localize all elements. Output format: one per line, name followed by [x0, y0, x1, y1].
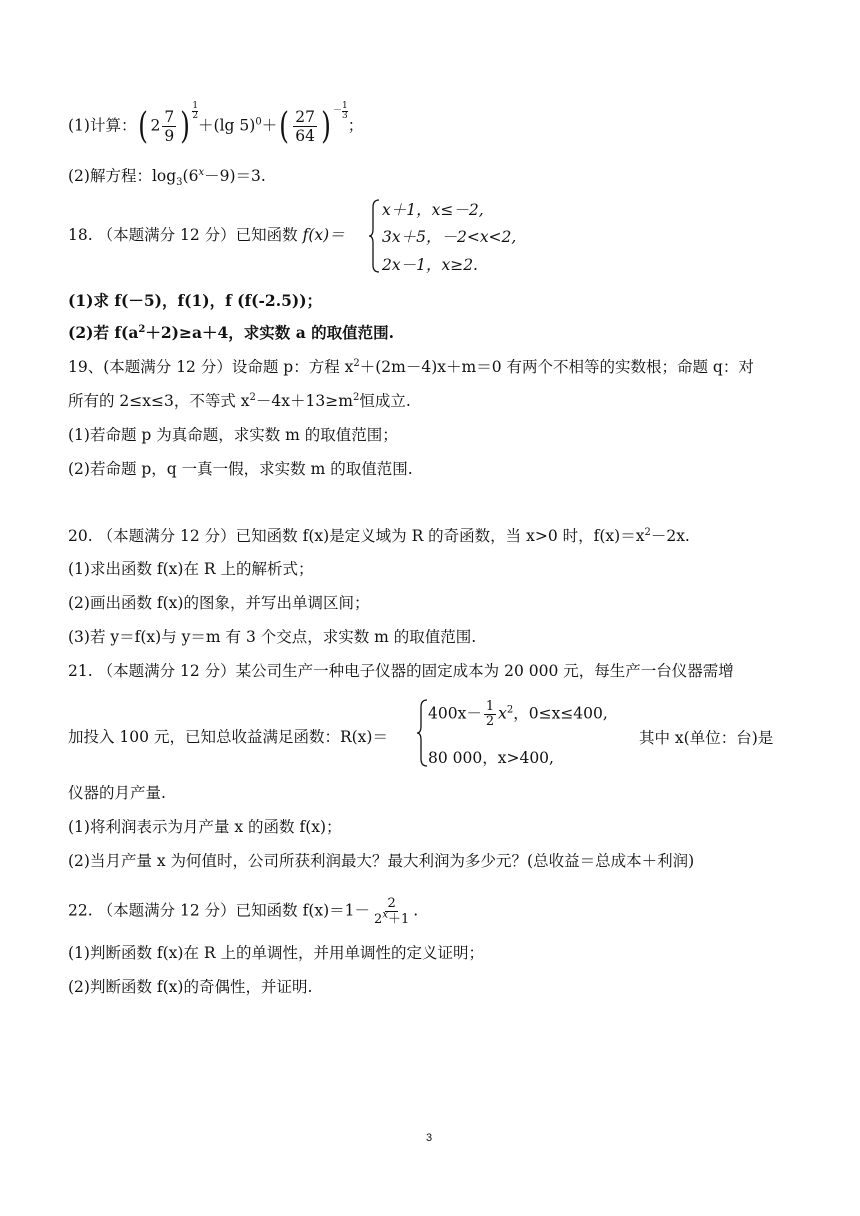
q20-part3: (3)若 y＝f(x)与 y＝m 有 3 个交点，求实数 m 的取值范围.: [68, 628, 477, 646]
q19-part2: (2)若命题 p，q 一真一假，求实数 m 的取值范围.: [68, 460, 413, 478]
q21-line1: 21. （本题满分 12 分）某公司生产一种电子仪器的固定成本为 20 000 元，每生产一台仪器需增: [68, 662, 734, 680]
q17-part1-label: (1)计算：: [68, 116, 137, 135]
q21-line3: 仪器的月产量.: [68, 784, 166, 802]
q18-piece-1: x＋1，x≤－2,: [382, 201, 484, 219]
exponent-half: $\frac{1}{2}$: [192, 101, 199, 121]
q22-fraction: $\frac{2}{2^x+1}$: [374, 896, 410, 927]
right-paren: ): [180, 105, 191, 147]
page-number: 3: [426, 1132, 433, 1144]
q21-piece-1: 400x－ $\frac{1}{2}$ $x^2$，0≤x≤400,: [428, 699, 608, 729]
q19-line2: 所有的 2≤x≤3，不等式 $x^2-4x+13\ge m^2$恒成立.: [68, 391, 411, 410]
q20-stem: 20. （本题满分 12 分）已知函数 f(x)是定义域为 R 的奇函数，当 x>0 时，$f(x)=x^2-2x$.: [68, 526, 690, 545]
q17-part1: (1)计算：( 2 $\frac{7}{9}$ ) $\frac{1}{2}$ ＋(lg 5)$^0$＋( $\frac{27}{64}$ ) － $\frac{1}{3}$ ；: [68, 101, 364, 147]
q22-stem: 22. （本题满分 12 分）已知函数 f(x)＝1－ $\frac{2}{2^x+1}$ .: [68, 896, 419, 927]
piecewise-brace: [369, 199, 381, 273]
fraction-27-64: $\frac{27}{64}$: [295, 108, 315, 145]
q21-line2: 加投入 100 元，已知总收益满足函数：R(x)＝: [68, 728, 388, 746]
q18-part2: (2)若 $f(a^2+2)\ge a+4$，求实数 a 的取值范围.: [68, 323, 395, 342]
q19-line1: 19、(本题满分 12 分）设命题 p：方程 $x^2+(2m-4)x+m=0$ 有两个不相等的实数根；命题 q：对: [68, 357, 754, 376]
q22-part2: (2)判断函数 f(x)的奇偶性，并证明.: [68, 978, 313, 996]
q17-part2: (2)解方程：$\log_3(6^x-9)=3$.: [68, 166, 266, 189]
q19-part1: (1)若命题 p 为真命题，求实数 m 的取值范围；: [68, 426, 398, 444]
q21-part1: (1)将利润表示为月产量 x 的函数 f(x)；: [68, 818, 342, 836]
q18-piece-3: 2x－1，x≥2.: [382, 256, 478, 274]
q18-part1: (1)求 f(－5)，f(1)，f (f(-2.5))；: [68, 291, 323, 310]
exponent-neg-third: － $\frac{1}{3}$: [333, 101, 348, 121]
log-base: 3: [176, 177, 183, 189]
zero-exponent: 0: [255, 116, 262, 128]
q20-part1: (1)求出函数 f(x)在 R 上的解析式；: [68, 560, 314, 578]
q21-piece-2: 80 000，x>400,: [428, 749, 554, 767]
left-paren: (: [138, 105, 149, 147]
q21-part2: (2)当月产量 x 为何值时，公司所获利润最大？最大利润为多少元？(总收益＝总成本＋利润): [68, 852, 695, 870]
q20-part2: (2)画出函数 f(x)的图象，并写出单调区间；: [68, 594, 370, 612]
lg-term: ＋(lg 5): [198, 116, 256, 135]
q18-stem: 18. （本题满分 12 分）已知函数 f(x)＝: [68, 226, 345, 244]
q18-fx: f(x)＝: [302, 226, 345, 244]
mixed-fraction: $\frac{7}{9}$: [164, 108, 175, 145]
mixed-whole: 2: [150, 116, 161, 135]
q18-piece-2: 3x＋5，－2<x<2,: [382, 228, 517, 246]
q21-line2-tail: 其中 x(单位：台)是: [639, 729, 774, 747]
q22-part1: (1)判断函数 f(x)在 R 上的单调性，并用单调性的定义证明；: [68, 944, 484, 962]
